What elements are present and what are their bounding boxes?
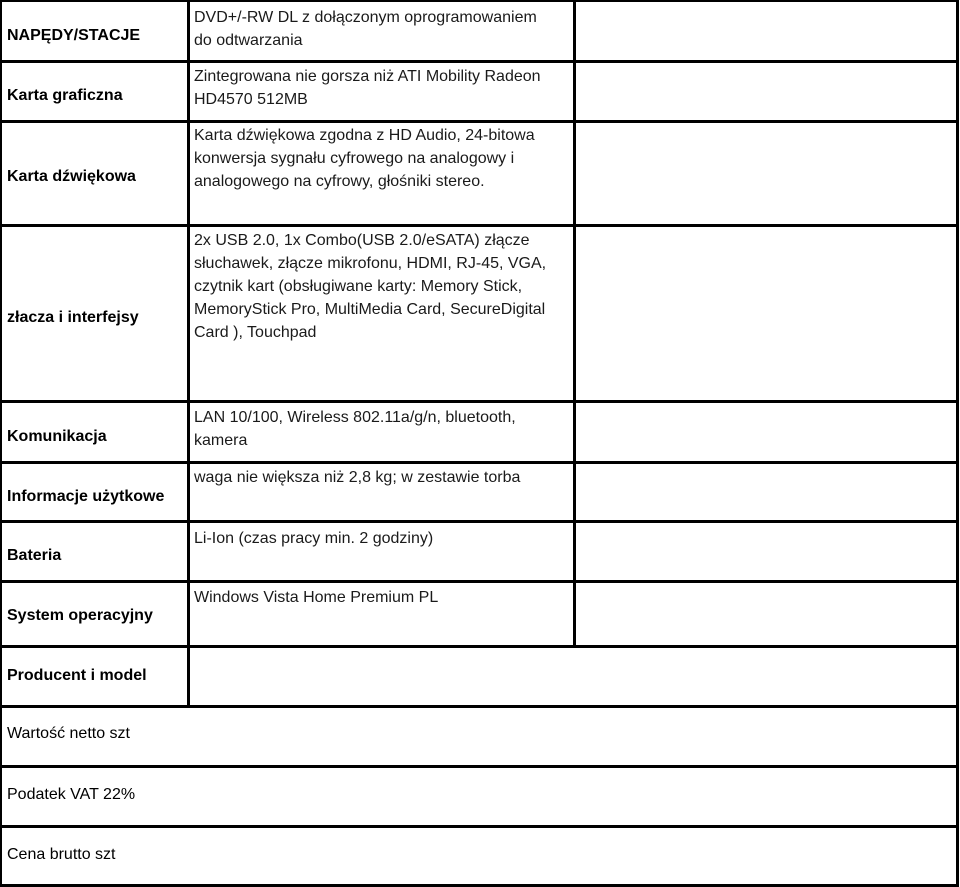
row-label-net-value: Wartość netto szt — [7, 725, 130, 742]
row-spec-communication: LAN 10/100, Wireless 802.11a/g/n, bluetooth, kamera — [194, 409, 516, 449]
row-border — [0, 60, 959, 63]
row-border — [0, 461, 959, 464]
row-border — [0, 224, 959, 227]
row-border — [0, 645, 959, 648]
row-label-graphics: Karta graficzna — [7, 87, 123, 104]
row-label-ports: złacza i interfejsy — [7, 309, 139, 326]
row-border — [0, 705, 959, 708]
row-label-drives: NAPĘDY/STACJE — [7, 27, 141, 44]
row-label-manufacturer: Producent i model — [7, 667, 147, 684]
row-label-communication: Komunikacja — [7, 428, 107, 445]
row-spec-ports: 2x USB 2.0, 1x Combo(USB 2.0/eSATA) złącze słuchawek, złącze mikrofonu, HDMI, RJ-45, VGA, czytnik kart (obsługiwane karty: Memory Stick, MemoryStick Pro, MultiMedia Card, SecureDigital Card ), Touchpad — [194, 232, 547, 341]
row-border — [0, 400, 959, 403]
row-border — [0, 580, 959, 583]
row-label-battery: Bateria — [7, 547, 62, 564]
row-label-gross-price: Cena brutto szt — [7, 846, 116, 863]
row-spec-usage-info: waga nie większa niż 2,8 kg; w zestawie torba — [194, 469, 521, 486]
row-label-audio: Karta dźwiękowa — [7, 168, 136, 185]
row-label-os: System operacyjny — [7, 607, 153, 624]
col-border-right — [956, 0, 959, 887]
row-label-usage-info: Informacje użytkowe — [7, 488, 165, 505]
row-border — [0, 120, 959, 123]
col-border-left — [0, 0, 2, 887]
row-spec-graphics: Zintegrowana nie gorsza niż ATI Mobility Radeon HD4570 512MB — [194, 68, 541, 108]
row-border — [0, 0, 959, 2]
row-spec-battery: Li-Ion (czas pracy min. 2 godziny) — [194, 530, 434, 547]
row-label-vat: Podatek VAT 22% — [7, 786, 136, 803]
row-spec-os: Windows Vista Home Premium PL — [194, 589, 439, 606]
row-border — [0, 825, 959, 828]
row-border — [0, 765, 959, 768]
col-border-label — [187, 0, 190, 708]
row-border — [0, 520, 959, 523]
row-spec-audio: Karta dźwiękowa zgodna z HD Audio, 24-bitowa konwersja sygnału cyfrowego na analogowy i analogowego na cyfrowy, głośniki stereo. — [194, 127, 535, 190]
row-spec-drives: DVD+/-RW DL z dołączonym oprogramowaniem do odtwarzania — [194, 9, 537, 49]
